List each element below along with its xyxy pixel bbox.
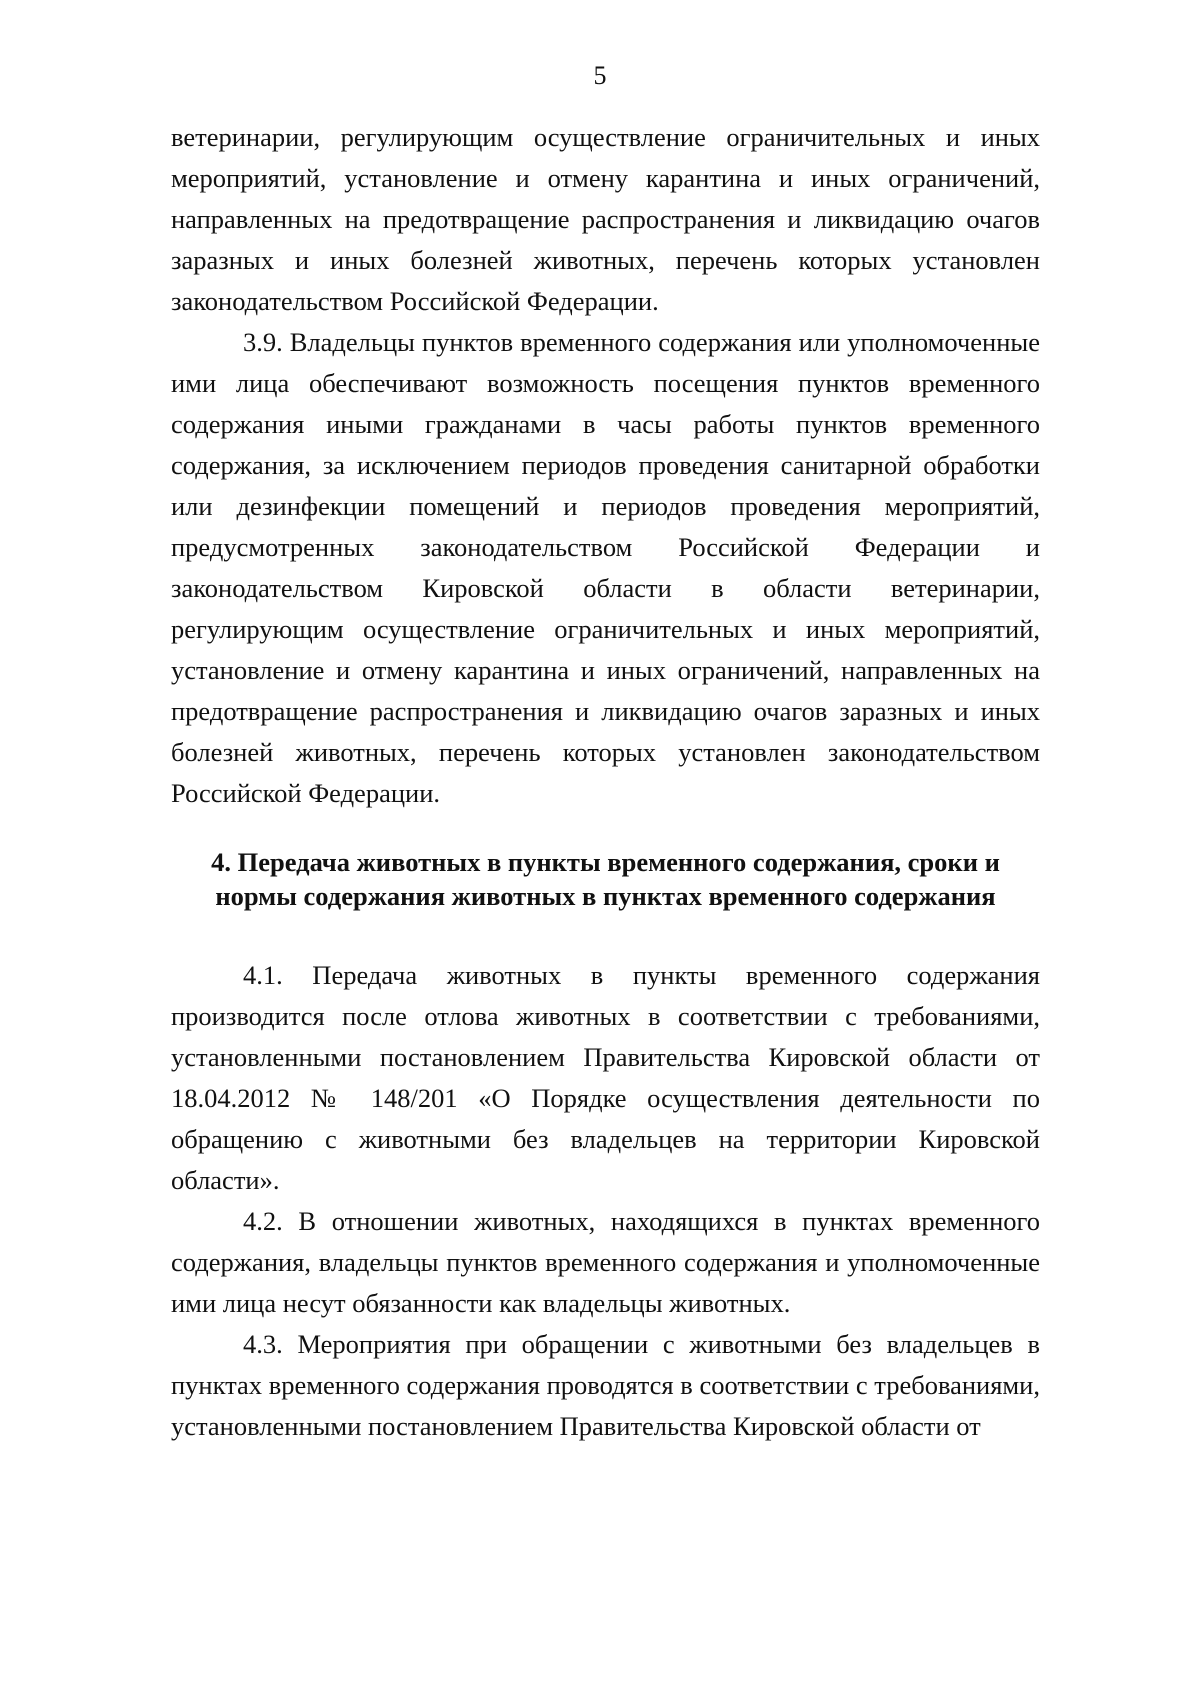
spacer [171,913,1040,955]
paragraph-4-2: 4.2. В отношении животных, находящихся в пунктах временного содержания, владельцы пунктов временного содержания и уполномоченные ими лица несут обязанности как владельцы животных. [171,1206,1040,1318]
document-body [171,117,1040,1447]
paragraph-3-9: 3.9. Владельцы пунктов временного содержания или уполномоченные ими лица обеспечивают возможность посещения пунктов временного содержания иными гражданами в часы работы пунктов временного содержания, за исключением периодов проведения санитарной обработки или дезинфекции помещений и периодов проведения мероприятий, предусмотренных законодательством Российской Федерации и законодательством Кировской области в области ветеринарии, регулирующим осуществление ограничительных и иных мероприятий, установление и отмену карантина и иных ограничений, направленных на предотвращение распространения и ликвидацию очагов заразных и иных болезней животных, перечень которых установлен законодательством Российской Федерации. [171,327,1040,808]
paragraph-4-1: 4.1. Передача животных в пункты временного содержания производится после отлова животных в соответствии с требованиями, установленными постановлением Правительства Кировской области от 18.04.2012 № 148/201 «О Порядке осуществления деятельности по обращению с животными без владельцев на территории Кировской области». [171,960,1040,1195]
spacer [171,814,1040,845]
section-heading [171,845,1040,913]
paragraph-4-3: 4.3. Мероприятия при обращении с животными без владельцев в пунктах временного содержания проводятся в соответствии с требованиями, установленными постановлением Правительства Кировской области от [171,1329,1040,1441]
section-heading-line-1: 4. Передача животных в пункты временного содержания, сроки и [211,847,1000,877]
page-number: 5 [593,61,607,90]
section-heading-line-2: нормы содержания животных в пунктах временного содержания [215,881,996,911]
paragraph-continuation: ветеринарии, регулирующим осуществление ограничительных и иных мероприятий, установление и отмену карантина и иных ограничений, направленных на предотвращение распространения и ликвидацию очагов заразных и иных болезней животных, перечень которых установлен законодательством Российской Федерации. [171,122,1040,316]
